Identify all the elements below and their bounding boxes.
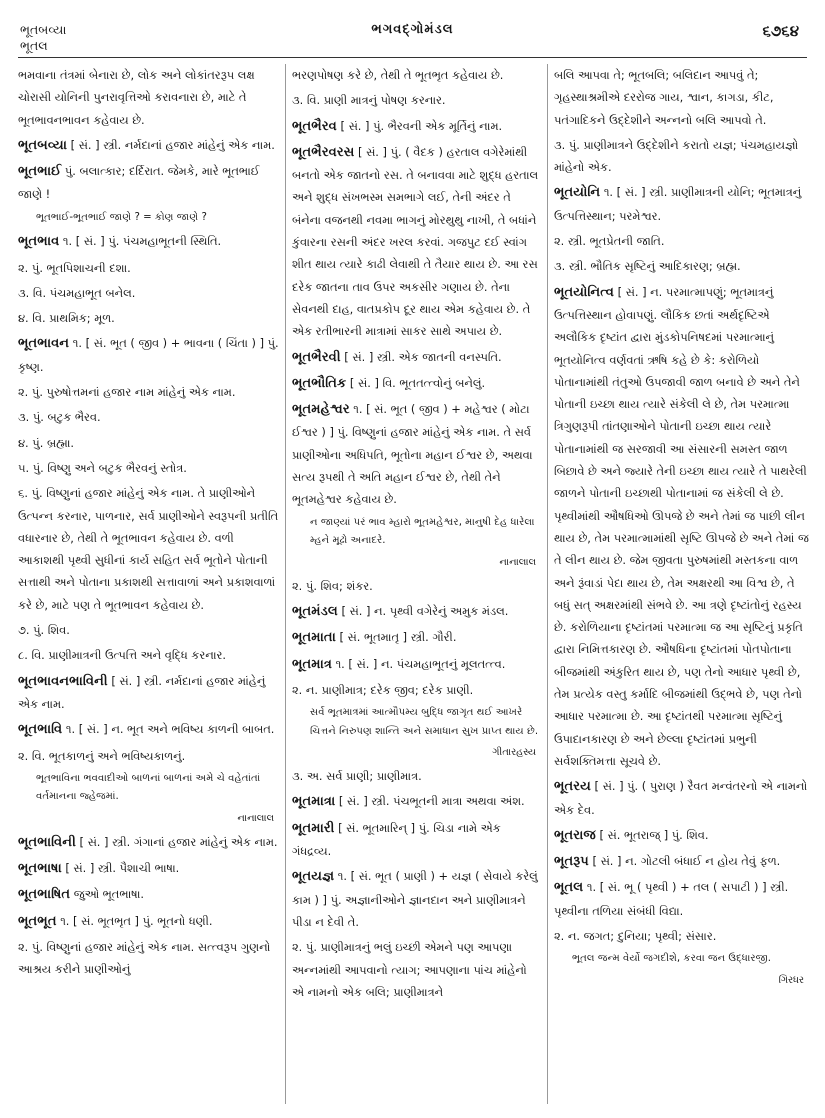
entry-headword: ભૂતમારી <box>292 820 335 836</box>
page-number: ૬૭૬૪ <box>762 22 799 40</box>
dictionary-entry <box>18 883 280 906</box>
dictionary-entry <box>18 718 280 741</box>
dictionary-entry <box>18 670 280 716</box>
entry-definition: ૧. [ સં. ભૂત ( જીવ ) + મહેશ્વર ( મોટા ઈશ્વર ) ] પું. વિષ્ણુનાં હજાર માંહેનું એક નામ. તે સર્વ પ્રાણીઓના અધિપતિ, ભૂતોના મહાન ઈશ્વર છે, અથવા સત્ય રૂપથી તે અતિ મહાન ઈશ્વર છે, તેથી તેને ભૂતમહેશ્વર કહેવાય છે. <box>292 402 533 507</box>
dictionary-entry <box>18 857 280 880</box>
quotation: ભૂતભાઈ-ભૂતભાઈ જાણે ? = કોણ જાણે ? <box>36 211 207 223</box>
dictionary-entry <box>292 115 542 138</box>
entry-headword: ભૂતભૈરવરસ <box>292 144 355 160</box>
continued-text: ભમવાના તંત્રમાં બેનારા છે, લોક અને લોકાંતરરૂપ લક્ષ ચોરાસી યોનિની પુનરાવૃત્તિઓ કરાવનારા છે, માટે તે ભૂતભાવનભાવન કહેવાય છે. <box>18 68 255 127</box>
entry-headword: ભૂતભાષા <box>18 861 62 877</box>
column-divider <box>285 64 286 1104</box>
entry-headword: ભૂતરૂપ <box>554 854 589 870</box>
sub-definition: ૩. પું. પ્રાણીમાત્રને ઉદ્દેશીને કરાતો યજ્ઞ; પંચમહાયજ્ઞો માંહેનો એક. <box>554 137 799 175</box>
dictionary-column-1 <box>18 64 280 1108</box>
sub-definition: ૨. વિ. ભૂતકાળનું અને ભવિષ્યકાળનું. <box>18 748 186 763</box>
dictionary-entry <box>554 775 810 821</box>
entry-definition: ૧. [ સં. ભૂતભૃત ] પું. ભૂતનો ધણી. <box>60 913 213 928</box>
dictionary-entry <box>554 876 810 922</box>
entry-headword: ભૂતભાષિત <box>18 887 71 903</box>
entry-definition: પું. બલાત્કાર; દર્દિરાત. જેમકે, મારે ભૂતભાઈ જાણે ! <box>18 164 260 202</box>
sub-definition: ૨. પું. ભૂતપિશાચની દશા. <box>18 260 131 275</box>
quotation: ભૂતભાવિના ભવવાદીઓ બાળનાં બાળનાં અમે ચે વહેતાંતાં વર્તમાનના જ્હેજમાં. <box>36 772 261 803</box>
entry-headword: ભૂતરય <box>554 779 591 795</box>
entry-definition: ૧. [ સં. ભૂત ( જીવ ) + ભાવના ( ચિંતા ) ] પું. કૃષ્ણ. <box>18 336 279 374</box>
sub-definition: ૪. પું. બ્રહ્મા. <box>18 435 75 450</box>
dictionary-entry <box>292 790 542 813</box>
continued-text: બલિ આપવા તે; ભૂતબલિ; બલિદાન આપવું તે; ગૃહસ્થાશ્રમીએ દરરોજ ગાય, શ્વાન, કાગડા, કીટ, પતંગાદિકને ઉદ્દેશીને અન્નનો બલિ આપવો તે. <box>554 68 774 127</box>
entry-headword: ભૂતભાવનભાવિની <box>18 673 108 689</box>
dictionary-entry <box>18 160 280 206</box>
dictionary-entry <box>554 824 810 847</box>
entry-definition: [ સં. ] પું. ( વૈદક ) હરતાલ વગેરેમાંથી બનતો એક જાતનો રસ. તે બનાવવા માટે શુદ્ધ હરતાલ અને શુદ્ધ સંખભસ્મ સમભાગે લઈ, તેની અંદર તે બંનેના વજનથી નવમા ભાગનું મોરથુથુ નાખી, તે બધાંને કુંવારના રસની અંદર ખરલ કરવાં. ગજપુટ દઈ સ્વાંગ શીત થાય ત્યારે કાઢી લેવાથી તે તૈયાર થાય છે. આ રસ દરેક જાતના તાવ ઉપર અકસીર ગણાય છે. તેના સેવનથી દાહ, વાતપ્રકોપ દૂર થાય એમ કહેવાય છે. તે એક રતીભારની માત્રામાં સાકર સાથે અપાય છે. <box>292 144 539 339</box>
entry-definition: [ સં. ] પું. ( પુરાણ ) રૈવત મન્વંતરનો એ નામનો એક દેવ. <box>554 779 808 817</box>
entry-definition: જુઓ ભૂતભાષા. <box>73 887 145 902</box>
sub-definition: ૩. અ. સર્વ પ્રાણી; પ્રાણીમાત્ર. <box>292 769 422 784</box>
entry-definition: [ સં. ભૂતમાતૃ ] સ્ત્રી. ગૌરી. <box>339 630 457 645</box>
guide-word-first: ભૂતબવ્યા <box>20 22 67 37</box>
entry-definition: ૧. [ સં. ] પું. પંચમહાભૂતની સ્થિતિ. <box>62 234 222 249</box>
quotation-author: ગીતારહસ્ય <box>492 747 536 759</box>
entry-definition: ૧. [ સં. ભૂત ( પ્રાણી ) + યજ્ઞ ( સેવાયે કરેલું કામ ) ] પું. અજ્ઞાનીઓને જ્ઞાનદાન અને પ્રાણીમાત્રને પીડા ન દેવી તે. <box>292 869 538 929</box>
quotation-author: નાનાલાલ <box>499 556 536 568</box>
dictionary-entry <box>292 372 542 395</box>
entry-headword: ભૂતરાજ <box>554 827 596 843</box>
sub-definition: ૨. પું. પુરુષોત્તમનાં હજાર નામ માંહેનું એક નામ. <box>18 385 236 400</box>
entry-headword: ભૂતયજ્ઞ <box>292 869 335 885</box>
entry-definition: [ સં. ] ન. પૃથ્વી વગેરેનું અમુક મંડલ. <box>341 603 509 618</box>
sub-definition: ૨. ન. જગત; દુનિયા; પૃથ્વી; સંસાર. <box>554 928 717 943</box>
dictionary-entry <box>292 398 542 510</box>
entry-headword: ભૂતબવ્યા <box>18 137 67 153</box>
dictionary-entry <box>292 653 542 676</box>
entry-headword: ભૂતભાવિની <box>18 834 76 850</box>
page-title: ભગવદ્ગોમંડલ <box>371 22 454 37</box>
entry-definition: [ સં. ] સ્ત્રી. નર્મદાનાં હજાર માંહેનું એક નામ. <box>18 673 266 711</box>
dictionary-entry <box>18 831 280 854</box>
entry-definition: [ સં. ] સ્ત્રી. નર્મદાનાં હજાર માંહેનું એક નામ. <box>70 137 275 152</box>
sub-definition: ૩. પું. બટુક ભૈરવ. <box>18 410 101 425</box>
entry-headword: ભૂતભાવ <box>18 234 60 250</box>
dictionary-entry <box>292 141 542 343</box>
column-divider <box>547 64 548 1104</box>
entry-definition: [ સં. ] સ્ત્રી. એક જાતની વનસ્પતિ. <box>344 349 502 364</box>
entry-definition: [ સં. ભૂતરાજ્ ] પું. શિવ. <box>599 827 709 842</box>
entry-definition: [ સં. ] સ્ત્રી. ગંગાનાં હજાર માંહેનું એક નામ. <box>79 834 278 849</box>
dictionary-entry <box>554 850 810 873</box>
sub-definition: ૬. પું. વિષ્ણુનાં હજાર માંહેનું એક નામ. તે પ્રાણીઓને ઉત્પન્ન કરનાર, પાળનાર, સર્વ પ્રાણીઓને સ્વરૂપની પ્રતીતિ વધારનાર છે, તેથી તે ભૂતભાવન કહેવાય છે. વળી આકાશથી પૃથ્વી સુધીનાં કાર્ય સહિત સર્વ ભૂતોને પોતાની સત્તાથી અને પોતાના પ્રકાશથી સત્તાવાળાં અને પ્રકાશવાળાં કરે છે, માટે પણ તે ભૂતભાવન કહેવાય છે. <box>18 486 279 612</box>
quotation: સર્વ ભૂતમાત્રમાં આત્મૌપમ્ય બુદ્ધિ જાગૃત થઈ આખરે ચિત્તને નિરુપણ શાન્તિ અને સમાધાન સુખ પ્રાપ્ત થાય છે. <box>310 707 539 737</box>
dictionary-entry <box>18 332 280 378</box>
dictionary-entry <box>18 134 280 157</box>
entry-headword: ભૂતમાતા <box>292 630 336 646</box>
dictionary-entry <box>292 346 542 369</box>
dictionary-entry <box>292 817 542 863</box>
dictionary-entry <box>292 626 542 649</box>
dictionary-entry <box>554 181 810 227</box>
entry-headword: ભૂતમાત્રા <box>292 794 336 810</box>
entry-definition: [ સં. ભૂતમારિન્ ] પું. ચિડા નામે એક ગંધદ્રવ્ય. <box>292 820 501 859</box>
entry-headword: ભૂતભાવિ <box>18 722 63 738</box>
sub-definition: ૪. વિ. પ્રાથમિક; મૂળ. <box>18 311 115 326</box>
entry-headword: ભૂતભાવન <box>18 336 70 352</box>
continued-text: ભરણપોષણ કરે છે, તેથી તે ભૂતભૃત કહેવાય છે. <box>292 68 504 82</box>
dictionary-entry <box>292 600 542 623</box>
entry-definition: ૧. [ સં. ભૂ ( પૃથ્વી ) + તલ ( સપાટી ) ] સ્ત્રી. પૃથ્વીના તળિયા સંબંધી વિદ્યા. <box>554 880 789 918</box>
entry-headword: ભૂતભૂત <box>18 913 57 929</box>
quotation: ભૂતલ જન્મ વેર્યો જગદીશે, કરવા જન ઉદ્ધારજી. <box>572 953 772 965</box>
entry-definition: [ સં. ] ન. પરમાત્માપણું; ભૂતમાત્રનું ઉત્પત્તિસ્થાન હોવાપણું. લૌકિક છતાં અર્થદૃષ્ટિએ અલૌકિક દૃષ્ટાંત દ્વારા મુંડકોપનિષદમાં પરમાત્માનું ભૂતયોનિત્વ વર્ણવતાં ઋષિ કહે છે કે: કરોળિયો પોતાનામાંથી તંતુઓ ઉપજાવી જાળ બનાવે છે અને તેને પોતાની ઇચ્છા થાય ત્યારે સંકેલી લે છે, તેમ પરમાત્મા ત્રિગુણરૂપી તાંતણાઓને પોતાની ઇચ્છા થાય ત્યારે પોતાનામાંથી જ સરજાવી આ સંસારની સમસ્ત જાળ બિછાવે છે અને જ્યારે તેની ઇચ્છા થાય ત્યારે તે પાથરેલી જાળને પોતાની ઇચ્છાથી પોતાનામાં જ સંકેલી લે છે. પૃથ્વીમાંથી ઔષધિઓ ઊપજે છે અને તેમાં જ પાછી લીન થાય છે, તેમ પરમાત્મામાંથી સૃષ્ટિ ઊપજે છે અને તેમાં જ તે લીન થાય છે. જેમ જીવતા પુરુષમાંથી મસ્તકના વાળ અને રૂંવાડાં પેદા થાય છે, તેમ અક્ષરથી આ વિશ્વ છે, તે બધું સત્ અક્ષરમાંથી સંભવે છે. આ ત્રણે દૃષ્ટાંતોનું રહસ્ય છે. કરોળિયાના દૃષ્ટાંતમાં પરમાત્મા જ આ સૃષ્ટિનું પ્રકૃતિ દ્વારા નિમિત્તકારણ છે. ઔષધિના દૃષ્ટાંતમાં પોતપોતાના બીજમાંથી અંકુરિત થાય છે, પણ તેનો આધાર પૃથ્વી છે, તેમ પ્રત્યેક વસ્તુ કર્માદિ બીજમાંથી ઉદ્ભવે છે, પણ તેનો આધાર પરમાત્મા છે. આ દૃષ્ટાંતથી પરમાત્મા સૃષ્ટિનું ઉપાદાનકારણ છે અને છેલ્લા દૃષ્ટાંતમાં પ્રભુની સર્વશક્તિમત્તા સૂચવે છે. <box>554 284 809 768</box>
dictionary-entry <box>292 865 542 933</box>
entry-definition: [ સં. ] પું. ભૈરવની એક મૂર્તિનું નામ. <box>340 118 503 133</box>
sub-definition: ૨. સ્ત્રી. ભૂતપ્રેતની જાતિ. <box>554 234 665 249</box>
entry-headword: ભૂતલ <box>554 880 584 896</box>
sub-definition: ૨. ન. પ્રાણીમાત્ર; દરેક જીવ; દરેક પ્રાણી. <box>292 682 474 697</box>
entry-definition: [ સં. ] ન. ગોટલી બંધાઈ ન હોય તેવું ફળ. <box>592 854 781 869</box>
entry-definition: [ સં. ] વિ. ભૂતતત્ત્વોનું બનેલું. <box>349 375 486 390</box>
sub-definition: ૨. પું. પ્રાણીમાત્રનું ભલું ઇચ્છી એમને પણ આપણા અન્નમાંથી આપવાનો ત્યાગ; આપણાના પાંચ માંહેનો એ નામનો એક બલિ; પ્રાણીમાત્રને <box>292 940 527 999</box>
dictionary-entry <box>554 281 810 773</box>
quotation: ન જાણ્યાં પરં ભાવ મ્હારો ભૂતમહેશ્વર, માનુષી દેહ ધારેલા મ્હને મૂઢો અનાદરે. <box>310 516 535 547</box>
dictionary-entry <box>18 230 280 253</box>
entry-definition: ૧. [ સં. ] સ્ત્રી. પ્રાણીમાત્રની યોનિ; ભૂતમાત્રનું ઉત્પત્તિસ્થાન; પરમેશ્વર. <box>554 185 802 223</box>
entry-headword: ભૂતભૌતિક <box>292 375 347 391</box>
dictionary-entry <box>18 910 280 933</box>
entry-headword: ભૂતભૈરવી <box>292 349 341 365</box>
sub-definition: ૫. પું. વિષ્ણુ અને બટુક ભૈરવનું સ્તોત્ર. <box>18 460 187 475</box>
sub-definition: ૩. સ્ત્રી. ભૌતિક સૃષ્ટિનું આદિકારણ; બ્રહ્મ. <box>554 259 741 274</box>
entry-headword: ભૂતમાત્ર <box>292 656 332 672</box>
dictionary-column-3 <box>554 64 810 1108</box>
entry-headword: ભૂતભાઈ <box>18 164 62 180</box>
entry-headword: ભૂતભૈરવ <box>292 118 337 134</box>
sub-definition: ૨. પું. વિષ્ણુનાં હજાર માંહેનું એક નામ. સત્ત્વરૂપ ગુણનો આશ્રય કરીને પ્રાણીઓનું <box>18 940 271 977</box>
quotation-author: ગિરધર <box>778 974 804 986</box>
sub-definition: ૩. વિ. પ્રાણી માત્રનું પોષણ કરનાર. <box>292 93 446 108</box>
entry-headword: ભૂતયોનિત્વ <box>554 284 614 300</box>
guide-word-last: ભૂતલ <box>20 38 48 53</box>
quotation-author: નાનાલાલ <box>237 812 274 824</box>
entry-headword: ભૂતયોનિ <box>554 185 601 201</box>
sub-definition: ૩. વિ. પંચમહાભૂત બનેલ. <box>18 285 136 300</box>
dictionary-column-2 <box>292 64 542 1108</box>
sub-definition: ૨. પું. શિવ; શંકર. <box>292 578 373 593</box>
entry-definition: [ સં. ] સ્ત્રી. પૈશાચી ભાષા. <box>65 861 180 876</box>
entry-headword: ભૂતમહેશ્વર <box>292 402 350 418</box>
entry-headword: ભૂતમંડલ <box>292 603 338 619</box>
entry-definition: ૧. [ સં. ] ન. પંચમહાભૂતનું મૂલતત્ત્વ. <box>335 656 506 671</box>
entry-definition: ૧. [ સં. ] ન. ભૂત અને ભવિષ્ય કાળની બાબત. <box>65 722 275 737</box>
sub-definition: ૮. વિ. પ્રાણીમાત્રની ઉત્પત્તિ અને વૃદ્ધિ કરનાર. <box>18 648 226 663</box>
header-divider <box>18 57 807 58</box>
entry-definition: [ સં. ] સ્ત્રી. પંચભૂતની માત્રા અથવા અંશ. <box>338 794 525 809</box>
sub-definition: ૭. પું. શિવ. <box>18 623 70 638</box>
